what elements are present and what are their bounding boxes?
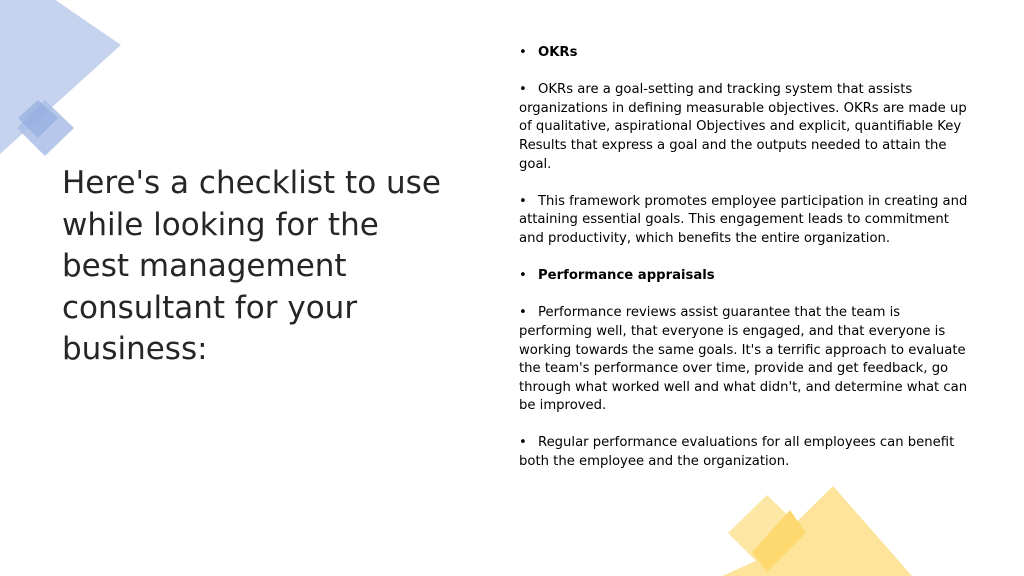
bullet-list <box>519 44 969 490</box>
bullet-marker: • <box>519 268 527 284</box>
bullet-item-appraisals-regular <box>519 434 969 471</box>
bullet-item-appraisals-heading <box>519 267 969 286</box>
bullet-marker: • <box>519 193 527 209</box>
bullet-marker: • <box>519 82 527 98</box>
bullet-marker: • <box>519 45 527 60</box>
bullet-text: Performance reviews assist guarantee that the team is performing well, that everyone is engaged, and that everyone is working towards the same goals. It's a terrific approach to evaluate the team's performance over time, provide and get feedback, go through what worked well and what didn't, and determine what can be improved. <box>519 305 968 414</box>
bullet-marker: • <box>519 305 527 321</box>
bullet-text: Performance appraisals <box>538 268 715 284</box>
bullet-item-okrs-framework <box>519 193 969 249</box>
bullet-text: OKRs <box>538 45 578 60</box>
bullet-text: Regular performance evaluations for all employees can benefit both the employee and the organization. <box>519 435 955 470</box>
bullet-item-appraisals-reviews <box>519 304 969 416</box>
bullet-text: This framework promotes employee participation in creating and attaining essential goals. This engagement leads to commitment and productivity, which benefits the entire organization. <box>519 193 968 246</box>
bullet-item-okrs-heading <box>519 44 969 63</box>
bullet-text: OKRs are a goal-setting and tracking system that assists organizations in defining measurable objectives. OKRs are made up of qualitative, aspirational Objectives and explicit, quantifiable Key Results that express a goal and the outputs needed to attain the goal. <box>519 82 967 172</box>
bullet-item-okrs-definition <box>519 81 969 174</box>
slide-title: Here's a checklist to use while looking for the best management consultant for your business: <box>62 165 441 367</box>
bullet-marker: • <box>519 435 527 451</box>
